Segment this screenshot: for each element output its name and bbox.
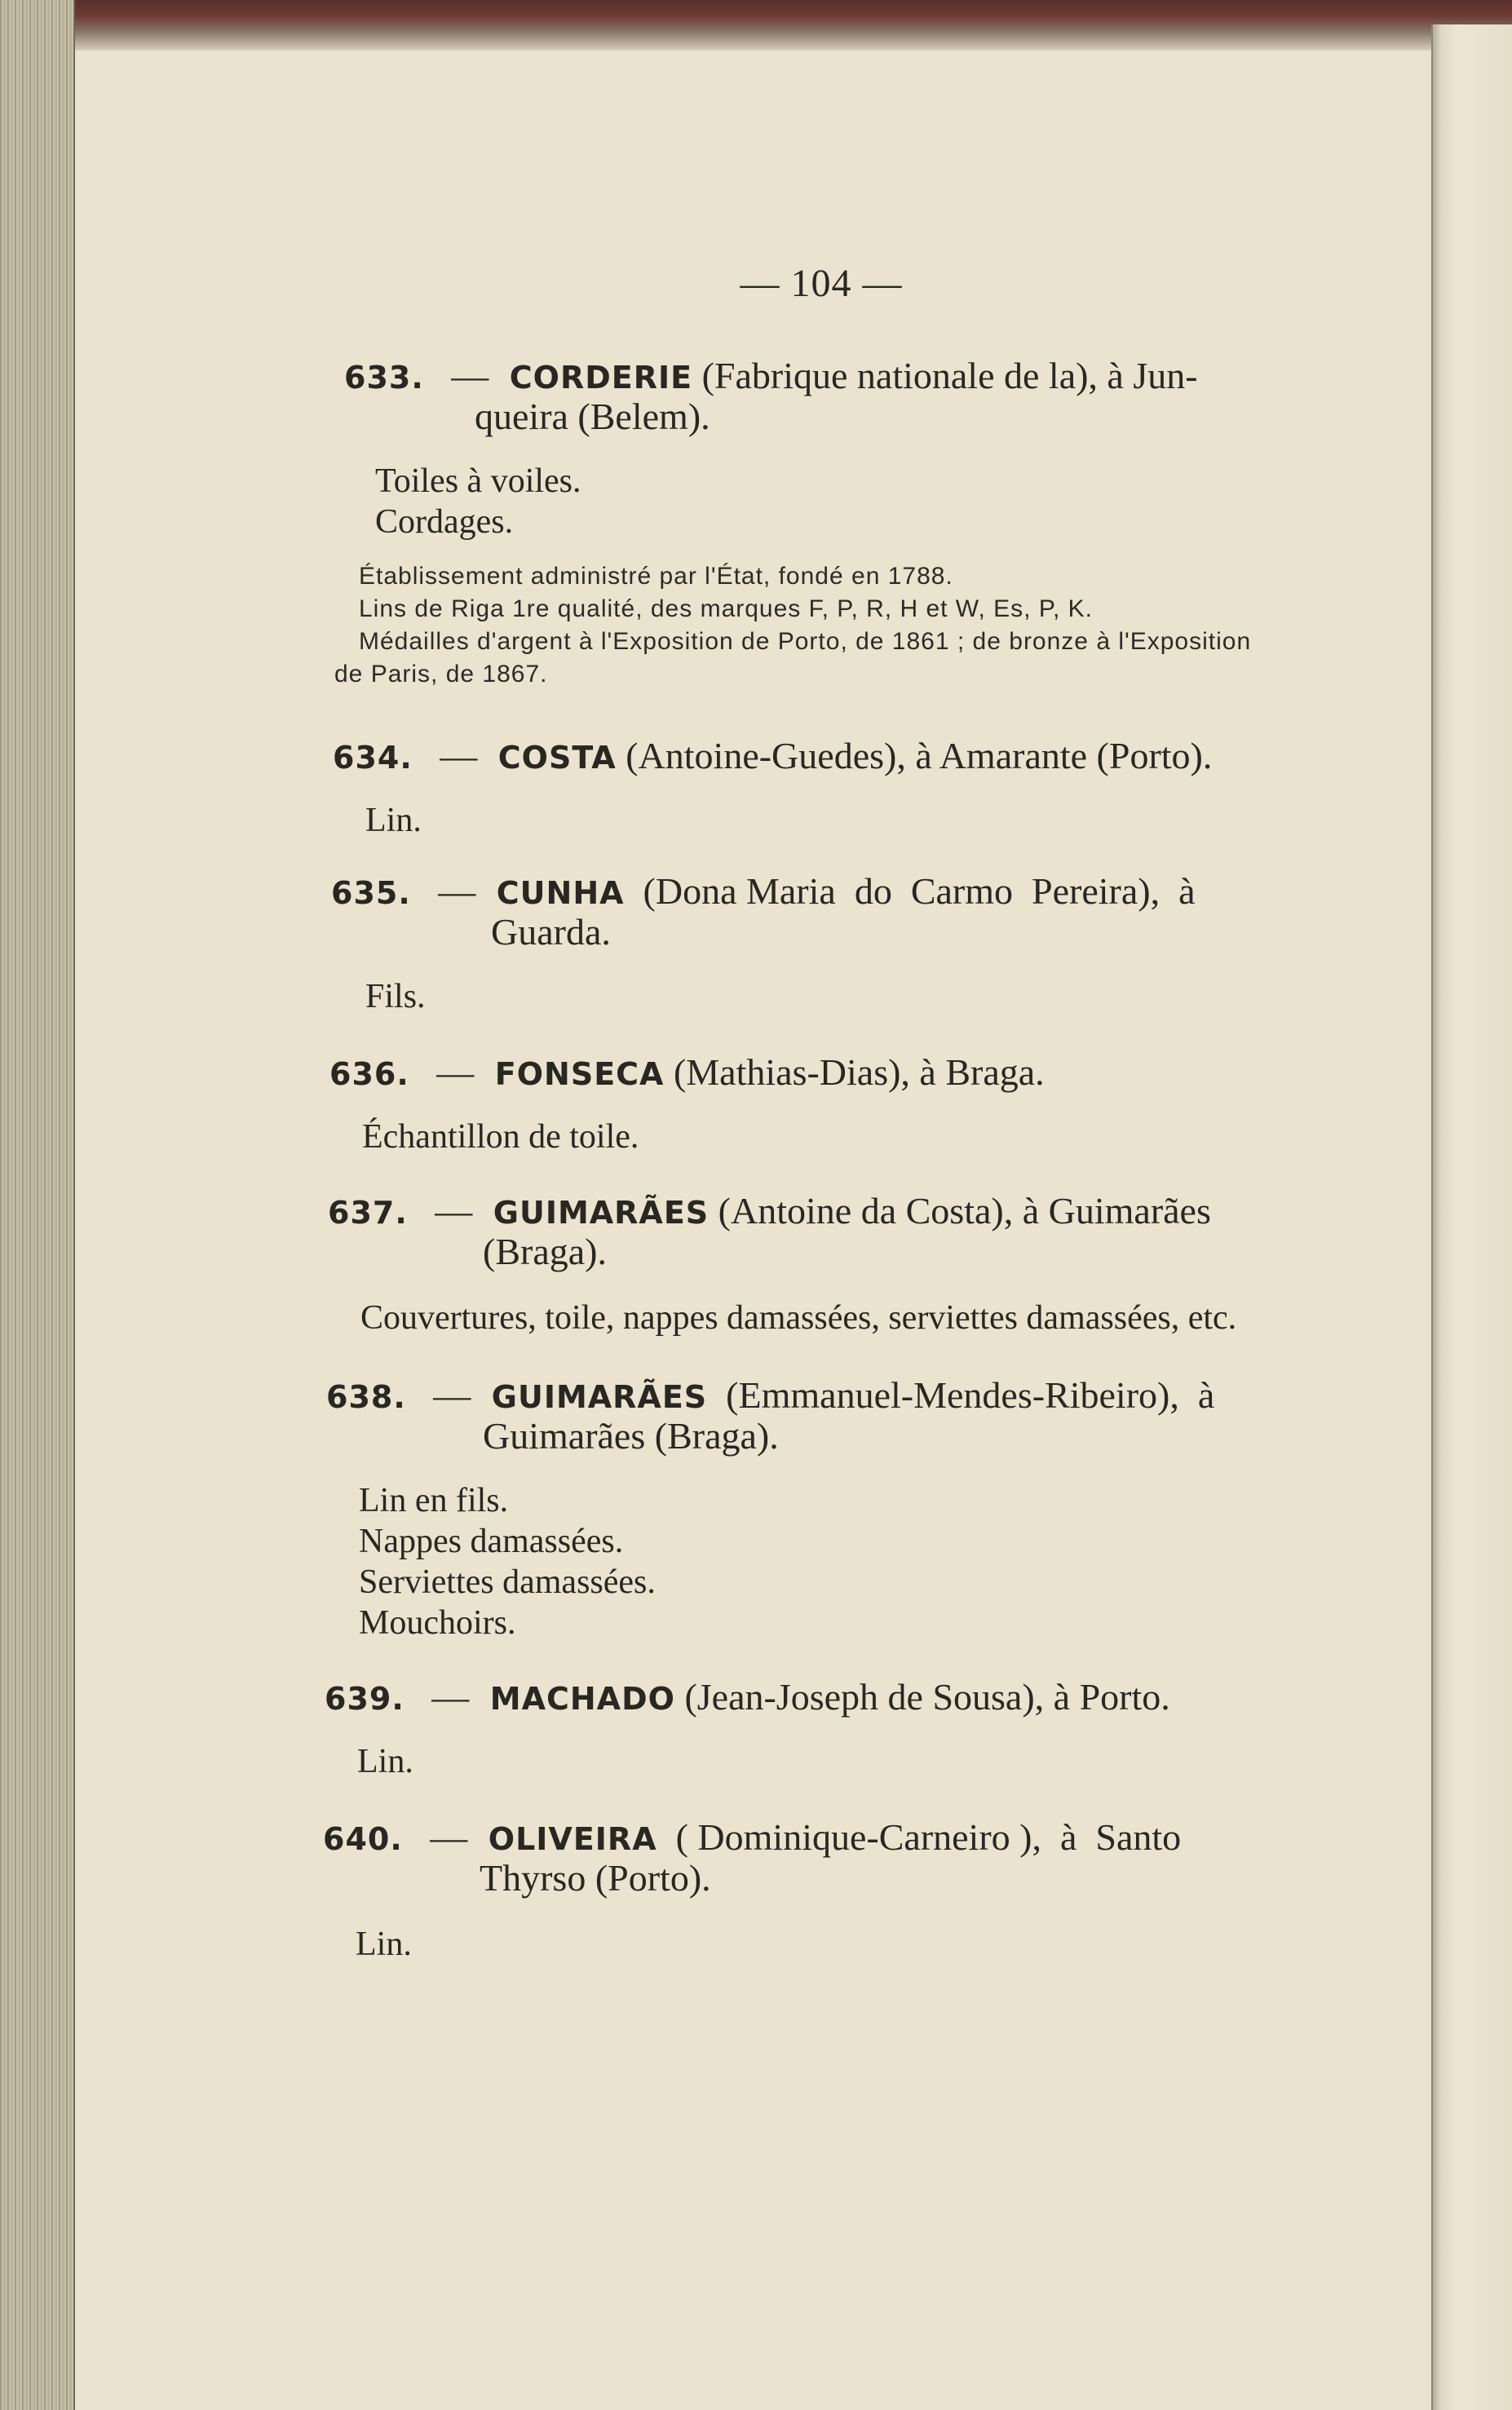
entry-note: Médailles d'argent à l'Exposition de Porto, de 1861 ; de bronze à l'Exposition [359, 628, 1252, 655]
entry-number: 633. [344, 360, 424, 396]
entry-640-heading [323, 1815, 1181, 1859]
exhibitor-details: (Antoine da Costa), à Guimarães [709, 1190, 1211, 1232]
exhibitor-name: OLIVEIRA [488, 1821, 657, 1857]
entry-640-heading-cont: Thyrso (Porto). [480, 1857, 711, 1899]
entry-note: Établissement administré par l'État, fondé en 1788. [359, 563, 953, 590]
entry-number: 638. [326, 1379, 406, 1415]
exhibit-item: Serviettes damassées. [359, 1563, 656, 1601]
exhibit-item: Fils. [365, 978, 426, 1015]
page-number: — 104 — [740, 262, 903, 305]
entry-dash: — [451, 355, 489, 396]
entry-633-heading [344, 354, 1198, 397]
entry-number: 635. [331, 875, 411, 911]
entry-number: 634. [333, 740, 413, 776]
entry-637-heading [328, 1189, 1211, 1232]
entry-dash: — [430, 1816, 468, 1858]
exhibitor-details: (Dona Maria do Carmo Pereira), à [624, 870, 1196, 912]
entry-dash: — [436, 1051, 475, 1093]
exhibit-item: Lin. [365, 802, 422, 839]
book-page [75, 51, 1430, 2410]
exhibit-item: Lin. [357, 1743, 413, 1780]
entry-634-heading [333, 734, 1212, 777]
entry-note: de Paris, de 1867. [334, 661, 548, 688]
exhibit-item: Nappes damassées. [359, 1523, 624, 1560]
exhibit-item: Toiles à voiles. [375, 462, 581, 500]
entry-number: 639. [325, 1681, 405, 1717]
entry-637-heading-cont: (Braga). [483, 1231, 607, 1272]
exhibitor-details: ( Dominique-Carneiro ), à Santo [657, 1816, 1182, 1858]
book-top-edge [0, 0, 1512, 51]
exhibit-item: Lin. [356, 1926, 412, 1963]
exhibit-item: Cordages. [375, 503, 514, 541]
exhibitor-name: GUIMARÃES [491, 1379, 708, 1415]
exhibitor-name: COSTA [497, 740, 617, 776]
entry-dash: — [435, 1190, 473, 1232]
exhibit-item: Échantillon de toile. [362, 1118, 639, 1156]
exhibitor-name: CUNHA [496, 875, 625, 911]
book-page-stack-right [1431, 24, 1512, 2410]
entry-639-heading [325, 1675, 1170, 1718]
exhibit-item: Lin en fils. [359, 1482, 509, 1519]
entry-635-heading [331, 869, 1196, 913]
entry-635-heading-cont: Guarda. [491, 911, 611, 953]
exhibitor-details: (Jean-Joseph de Sousa), à Porto. [674, 1676, 1170, 1718]
entry-633-heading-cont: queira (Belem). [475, 396, 710, 437]
entry-dash: — [431, 1676, 470, 1718]
exhibitor-name: CORDERIE [509, 360, 693, 396]
exhibitor-details: (Mathias-Dias), à Braga. [664, 1051, 1045, 1093]
exhibitor-name: GUIMARÃES [493, 1195, 710, 1231]
entry-note: Lins de Riga 1re qualité, des marques F, P, R, H et W, Es, P, K. [359, 595, 1093, 622]
entry-638-heading-cont: Guimarães (Braga). [483, 1415, 779, 1457]
entry-dash: — [433, 1374, 471, 1416]
exhibitor-name: FONSECA [494, 1056, 665, 1092]
book-page-stack-left [0, 0, 75, 2410]
entry-number: 640. [323, 1821, 403, 1857]
entry-636-heading [329, 1050, 1045, 1094]
exhibitor-details: (Emmanuel-Mendes-Ribeiro), à [707, 1374, 1215, 1416]
exhibit-item: Mouchoirs. [359, 1604, 516, 1642]
entry-number: 637. [328, 1195, 408, 1231]
exhibitor-name: MACHADO [489, 1681, 675, 1717]
entry-638-heading [326, 1373, 1214, 1417]
exhibitor-details: (Antoine-Guedes), à Amarante (Porto). [616, 735, 1213, 776]
exhibitor-details: (Fabrique nationale de la), à Jun- [692, 355, 1198, 396]
exhibit-item: Couvertures, toile, nappes damassées, serviettes damassées, etc. [360, 1299, 1237, 1337]
entry-dash: — [438, 870, 476, 912]
entry-dash: — [440, 735, 478, 776]
entry-number: 636. [329, 1056, 409, 1092]
